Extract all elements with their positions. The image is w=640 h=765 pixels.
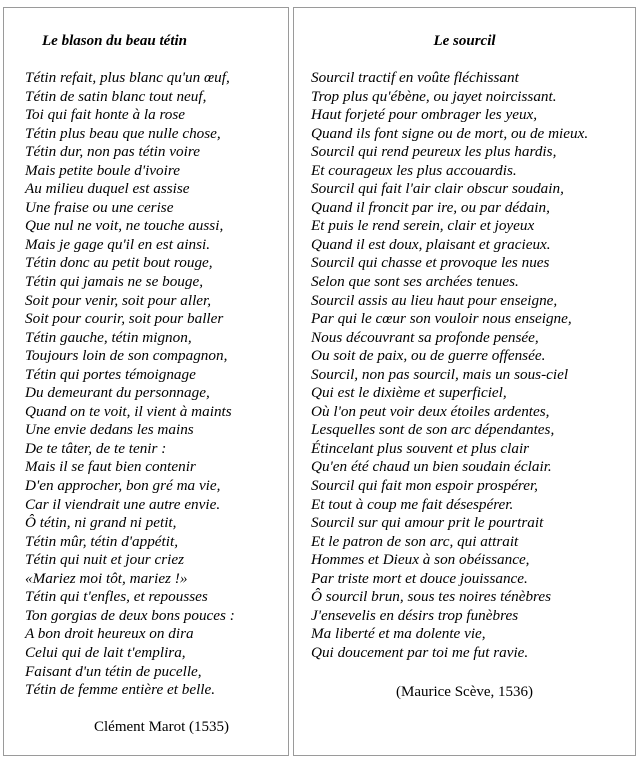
poem-title: Le sourcil	[433, 33, 496, 49]
poem-line: Sourcil tractif en voûte fléchissant	[311, 69, 519, 86]
poem-line: Sourcil qui fait l'air clair obscur soudain,	[311, 180, 564, 198]
poem-line: Qu'en été chaud un bien soudain éclair.	[311, 458, 552, 476]
poem-line: Tétin qui nuit et jour criez	[25, 551, 185, 569]
poem-line: Selon que sont ses archées tenues.	[311, 273, 519, 291]
poem-line: Tétin mûr, tétin d'appétit,	[25, 532, 179, 550]
poem-line: Ô sourcil brun, sous tes noires ténèbres	[311, 588, 552, 606]
poem-line: Trop plus qu'ébène, ou jayet noircissant.	[311, 87, 557, 105]
poem-line: Du demeurant du personnage,	[25, 384, 210, 402]
poem-line: Mais petite boule d'ivoire	[25, 161, 180, 179]
poem-line: Tétin refait, plus blanc qu'un œuf,	[25, 69, 230, 86]
poem-line: Et puis le rend serein, clair et joyeux	[311, 217, 535, 235]
poem-line: «Mariez moi tôt, mariez !»	[25, 569, 188, 587]
poem-line: Tétin de satin blanc tout neuf,	[25, 87, 207, 105]
poem-line: Sourcil, non pas sourcil, mais un sous-ciel	[311, 365, 569, 383]
poem-line: Nous découvrant sa profonde pensée,	[311, 328, 539, 346]
poem-line: Toi qui fait honte à la rose	[25, 106, 186, 124]
poem-line: Sourcil assis au lieu haut pour enseigne,	[311, 291, 558, 309]
poem-line: Où l'on peut voir deux étoiles ardentes,	[311, 402, 550, 420]
poem-line: Tétin qui portes témoignage	[25, 365, 196, 383]
poem-line: Tétin qui t'enfles, et repousses	[25, 588, 208, 606]
poem-line: Au milieu duquel est assise	[25, 180, 190, 198]
poem-panel-left	[3, 7, 289, 756]
poem-line: Sourcil qui rend peureux les plus hardis,	[311, 143, 557, 161]
poem-line: Tétin donc au petit bout rouge,	[25, 254, 213, 272]
poem-line: Une envie dedans les mains	[25, 421, 194, 439]
poem-line: Faisant d'un tétin de pucelle,	[25, 662, 202, 680]
poem-line: Et le patron de son arc, qui attrait	[311, 532, 519, 550]
poem-line: Sourcil qui fait mon espoir prospérer,	[311, 477, 538, 495]
poem-line: Quand on te voit, il vient à maints	[25, 402, 232, 420]
poem-line: J'ensevelis en désirs trop funèbres	[311, 606, 519, 624]
poem-line: Quand il froncit par ire, ou par dédain,	[311, 198, 550, 216]
poem-line: Hommes et Dieux à son obéissance,	[311, 551, 530, 569]
poem-line: De te tâter, de te tenir :	[25, 439, 167, 457]
poem-line: Et tout à coup me fait désespérer.	[311, 495, 514, 513]
poem-line: Toujours loin de son compagnon,	[25, 347, 228, 365]
poem-line: Soit pour venir, soit pour aller,	[25, 291, 212, 309]
poem-line: Par triste mort et douce jouissance.	[311, 569, 528, 587]
poem-line: Ton gorgias de deux bons pouces :	[25, 606, 235, 624]
poem-line: Quand il est doux, plaisant et gracieux.	[311, 235, 551, 253]
poem-line: D'en approcher, bon gré ma vie,	[25, 477, 221, 495]
poem-author: (Maurice Scève, 1536)	[395, 684, 534, 700]
poem-title: Le blason du beau tétin	[42, 33, 188, 49]
poem-line: Soit pour courir, soit pour baller	[25, 310, 224, 328]
poem-panel-right	[293, 7, 636, 756]
poem-line: Tétin qui jamais ne se bouge,	[25, 273, 204, 291]
poem-line: A bon droit heureux on dira	[25, 625, 194, 643]
poem-line: Qui est le dixième et superficiel,	[311, 384, 507, 402]
poem-line: Ma liberté et ma dolente vie,	[311, 625, 486, 643]
poem-line: Tétin de femme entière et belle.	[25, 681, 216, 699]
poem-author: Clément Marot (1535)	[94, 719, 229, 735]
poem-line: Ou soit de paix, ou de guerre offensée.	[311, 347, 546, 365]
poem-line: Mais je gage qu'il en est ainsi.	[25, 235, 211, 253]
poem-line: Tétin dur, non pas tétin voire	[25, 143, 200, 161]
poem-body	[311, 69, 588, 663]
poem-body	[25, 69, 235, 700]
poem-line: Ô tétin, ni grand ni petit,	[25, 514, 177, 532]
poem-line: Quand ils font signe ou de mort, ou de mieux.	[311, 124, 589, 142]
poem-line: Une fraise ou une cerise	[25, 198, 174, 216]
poem-line: Sourcil qui chasse et provoque les nues	[311, 254, 550, 272]
poem-line: Haut forjeté pour ombrager les yeux,	[311, 106, 538, 124]
poem-line: Celui qui de lait t'emplira,	[25, 643, 186, 661]
poem-line: Tétin gauche, tétin mignon,	[25, 328, 192, 346]
poem-line: Car il viendrait une autre envie.	[25, 495, 221, 513]
poem-line: Par qui le cœur son vouloir nous enseigne,	[311, 310, 572, 328]
poem-line: Tétin plus beau que nulle chose,	[25, 124, 221, 142]
poem-line: Que nul ne voit, ne touche aussi,	[25, 217, 224, 235]
poem-line: Étincelant plus souvent et plus clair	[311, 439, 530, 457]
poem-line: Mais il se faut bien contenir	[25, 458, 196, 476]
poem-line: Lesquelles sont de son arc dépendantes,	[311, 421, 555, 439]
poem-line: Et courageux les plus accouardis.	[311, 161, 517, 179]
poem-line: Qui doucement par toi me fut ravie.	[311, 643, 529, 661]
poem-line: Sourcil sur qui amour prit le pourtrait	[311, 514, 544, 532]
